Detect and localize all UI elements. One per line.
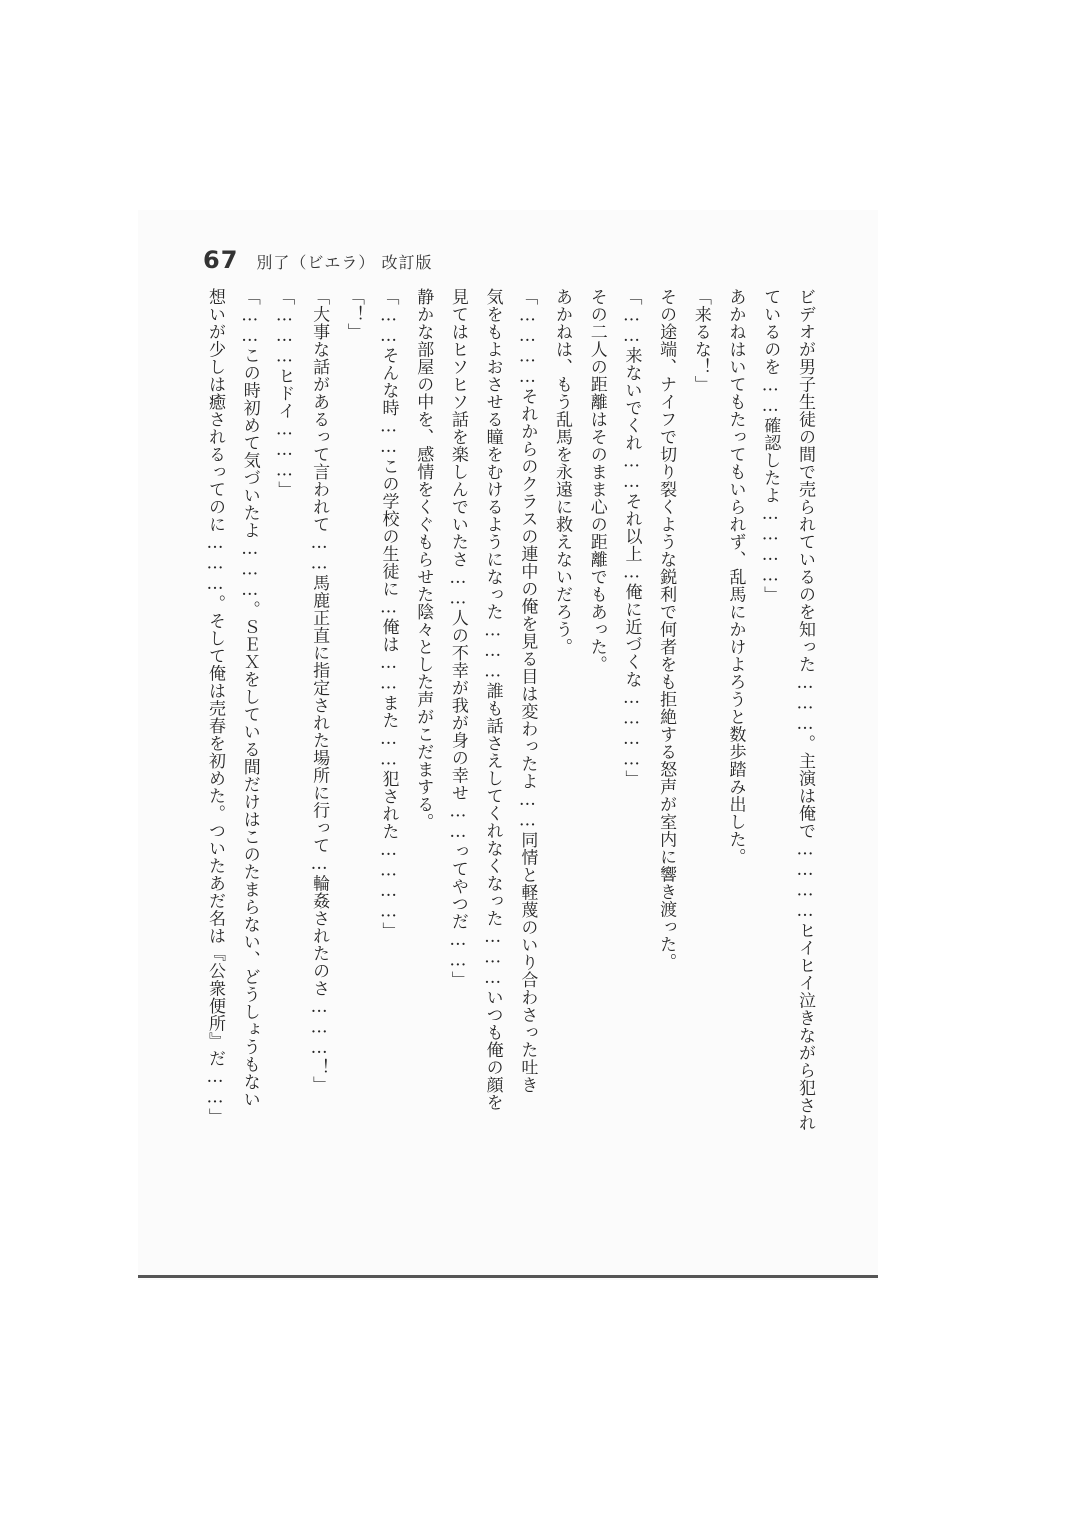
text-line: 「………ヒドイ………」 xyxy=(274,288,295,499)
text-line: その途端、ナイフで切り裂くような鋭利で何者をも拒絶する怒声が室内に響き渡った。 xyxy=(656,288,677,971)
text-line: 「…………それからのクラスの連中の俺を見る目は変わったよ……同情と軽蔑のいり合わさった吐き xyxy=(517,288,538,1094)
text-line: 「来るな！」 xyxy=(690,288,711,393)
text-line: ているのを……確認したよ…………」 xyxy=(760,288,781,604)
text-line: ビデオが男子生徒の間で売られているのを知った………。主演は俺で…………ヒイヒイ泣きながら犯され xyxy=(794,288,815,1132)
text-line: 「……来ないでくれ……それ以上…俺に近づくな…………」 xyxy=(621,288,642,788)
text-line: 気をもよおさせる瞳をむけるようになった………誰も話さえしてくれなくなった………いつも俺の顔を xyxy=(482,288,503,1111)
text-line: 静かな部屋の中を、感情をくぐもらせた陰々とした声がこだまする。 xyxy=(413,288,434,831)
text-line: 「……この時初めて気づいたよ………。ＳＥＸをしている間だけはこのたまらない、どうしょうもない xyxy=(239,288,260,1108)
body-text xyxy=(198,288,822,1148)
footer-rule xyxy=(138,1275,878,1278)
text-line: 見てはヒソヒソ話を楽しんでいたさ……人の不幸が我が身の幸せ……ってやつだ……」 xyxy=(447,288,468,989)
text-line: 「！」 xyxy=(343,288,364,341)
page-number: 67 xyxy=(203,246,239,274)
text-line: あかねはいてもたってもいられず、乱馬にかけよろうと数歩踏み出した。 xyxy=(725,288,746,866)
text-line: あかねは、もう乱馬を永遠に救えないだろう。 xyxy=(552,288,573,656)
text-line: その二人の距離はそのまま心の距離でもあった。 xyxy=(586,288,607,673)
text-line: 想いが少しは癒されるってのに………。そして俺は売春を初めた。ついたあだ名は『公衆便所』だ……」 xyxy=(205,288,225,1126)
running-title: 別了（ビエラ） 改訂版 xyxy=(256,253,433,272)
page-header xyxy=(203,246,433,274)
text-line: 「……そんな時……この学校の生徒に…俺は……また……犯された…………」 xyxy=(378,288,399,940)
text-line: 「大事な話があるって言われて……馬鹿正直に指定された場所に行って…輪姦されたのさ………！」 xyxy=(309,288,330,1094)
